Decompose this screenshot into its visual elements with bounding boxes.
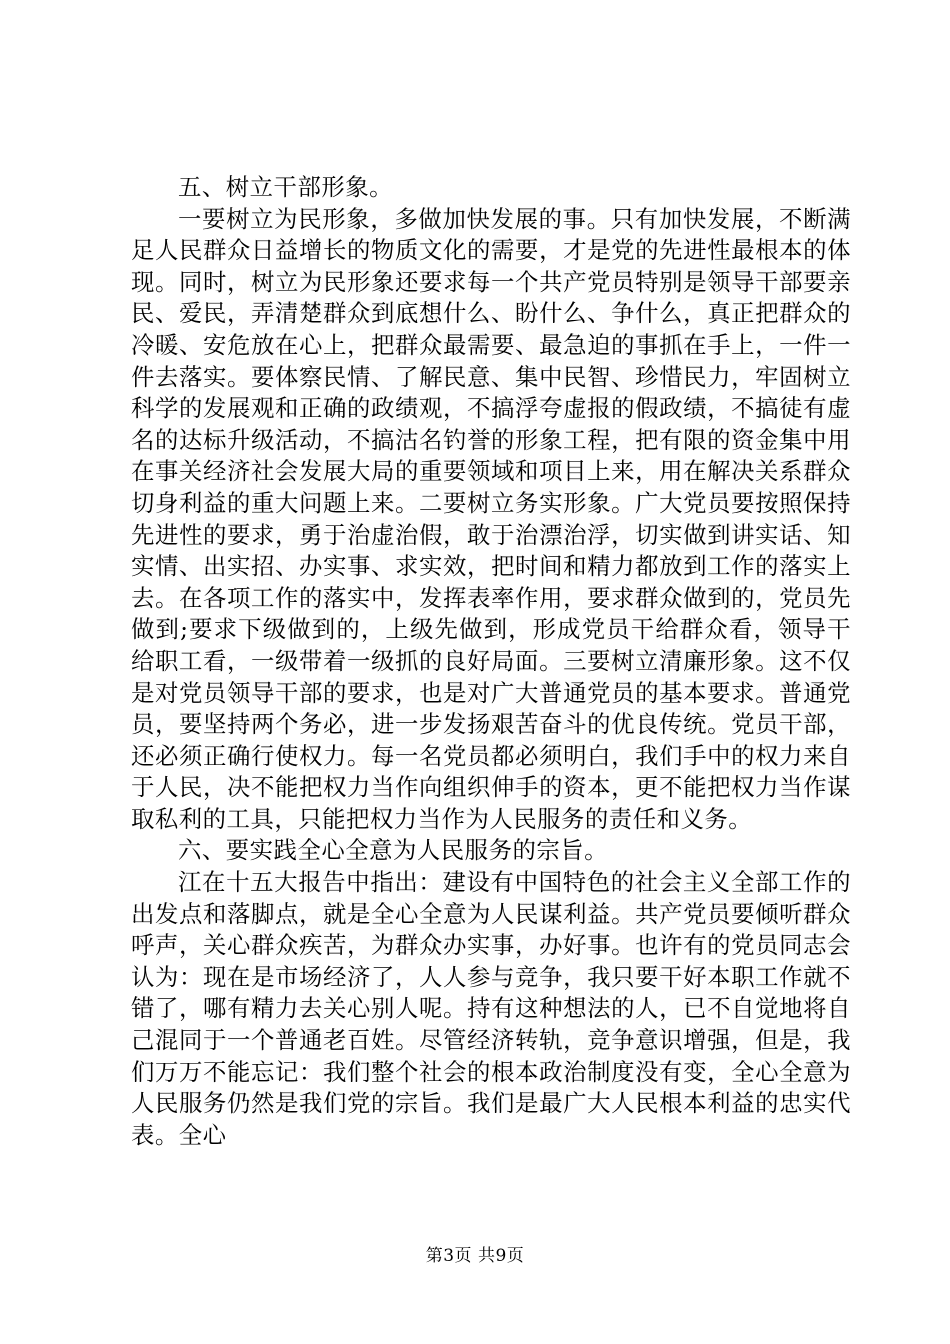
- section-heading-five: 五、树立干部形象。: [178, 173, 394, 201]
- document-body: [131, 172, 851, 1151]
- section-heading-six: 六、要实践全心全意为人民服务的宗旨。: [178, 836, 609, 865]
- page-number-footer: 第3页 共9页: [425, 1246, 525, 1266]
- body-paragraph: 江在十五大报告中指出：建设有中国特色的社会主义全部工作的出发点和落脚点，就是全心全意为人民谋利益。共产党员要倾听群众呼声，关心群众疾苦，为群众办实事，办好事。也许有的党员同志会认为：现在是市场经济了，人人参与竞争，我只要干好本职工作就不错了，哪有精力去关心别人呢。持有这种想法的人，已不自觉地将自己混同于一个普通老百姓。尽管经济转轨，竞争意识增强，但是，我们万万不能忘记：我们整个社会的根本政治制度没有变，全心全意为人民服务仍然是我们党的宗旨。我们是最广大人民根本利益的忠实代表。全心: [131, 868, 851, 1149]
- body-paragraph: 一要树立为民形象，多做加快发展的事。只有加快发展，不断满足人民群众日益增长的物质文化的需要，才是党的先进性最根本的体现。同时，树立为民形象还要求每一个共产党员特别是领导干部要亲民、爱民，弄清楚群众到底想什么、盼什么、争什么，真正把群众的冷暖、安危放在心上，把群众最需要、最急迫的事抓在手上，一件一件去落实。要体察民情、了解民意、集中民智、珍惜民力，牢固树立科学的发展观和正确的政绩观，不搞浮夸虚报的假政绩，不搞徒有虚名的达标升级活动，不搞沽名钓誉的形象工程，把有限的资金集中用在事关经济社会发展大局的重要领域和项目上来，用在解决关系群众切身利益的重大问题上来。二要树立务实形象。广大党员要按照保持先进性的要求，勇于治虚治假，敢于治漂治浮，切实做到讲实话、知实情、出实招、办实事、求实效，把时间和精力都放到工作的落实上去。在各项工作的落实中，发挥表率作用，要求群众做到的，党员先做到;要求下级做到的，上级先做到，形成党员干给群众看，领导干给职工看，一级带着一级抓的良好局面。三要树立清廉形象。这不仅是对党员领导干部的要求，也是对广大普通党员的基本要求。普通党员，要坚持两个务必，进一步发扬艰苦奋斗的优良传统。党员干部，还必须正确行使权力。每一名党员都必须明白，我们手中的权力来自于人民，决不能把权力当作向组织伸手的资本，更不能把权力当作谋取私利的工具，只能把权力当作为人民服务的责任和义务。: [131, 204, 851, 833]
